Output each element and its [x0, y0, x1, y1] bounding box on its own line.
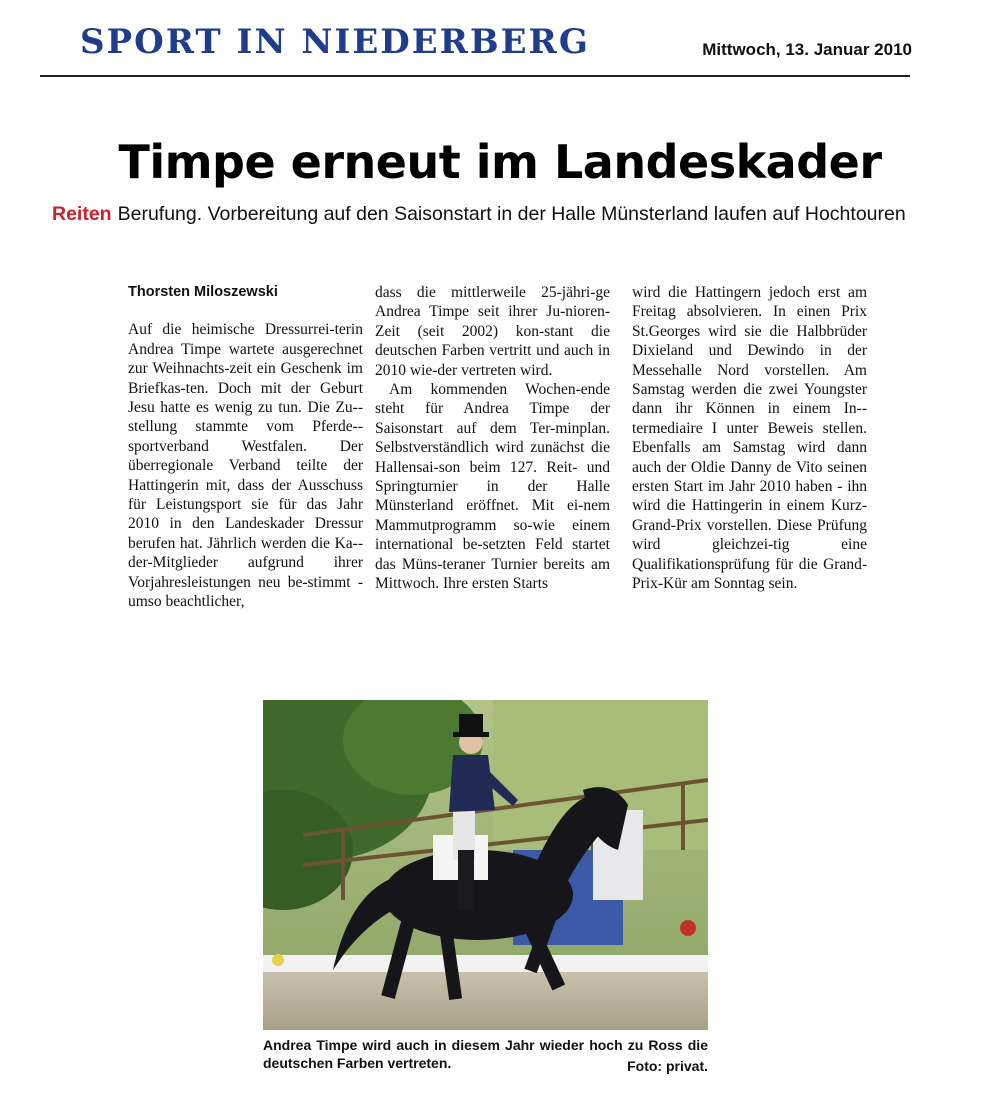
- article-column-1: [128, 283, 363, 612]
- headline: Timpe erneut im Landeskader: [118, 135, 882, 189]
- column-3-text: wird die Hattingern jedoch erst am Freitag absolvieren. In einen Prix St.Georges wird sie die Halbbrüder Dixieland und Dewindo in der Messehalle Nord vorstellen. Am Samstag werden die zwei Youngster dann ihr Können in einem In-termediaire I unter Beweis stellen. Ebenfalls am Samstag wird dann auch der Oldie Danny de Vito seinen ersten Start im Jahr 2010 haben - ihn wird die Hattingerin in einem Kurz-Grand-Prix vorstellen. Diese Prüfung wird gleichzei-tig eine Qualifikationsprüfung für die Grand-Prix-Kür am Sonntag sein.: [632, 284, 867, 593]
- masthead: SPORT IN NIEDERBERG: [80, 22, 590, 62]
- column-2-text-a: dass die mittlerweile 25-jähri-ge Andrea Timpe seit ihrer Ju-nioren-Zeit (seit 2002) kon-stant die deutschen Farben vertritt und auch in 2010 wie-der vertreten wird.: [375, 284, 610, 379]
- photo-credit: Foto: privat.: [627, 1058, 708, 1074]
- dressage-photo: [263, 700, 708, 1030]
- dressage-rider-illustration: [263, 700, 708, 1030]
- issue-date: Mittwoch, 13. Januar 2010: [702, 40, 912, 59]
- article-column-3: [632, 283, 867, 594]
- author-byline: Thorsten Miloszewski: [128, 284, 278, 300]
- article-column-2: [375, 283, 610, 594]
- photo-caption: Andrea Timpe wird auch in diesem Jahr wieder hoch zu Ross die deutschen Farben vertreten.: [263, 1037, 708, 1071]
- column-1-text: Auf die heimische Dressurrei-terin Andrea Timpe wartete ausgerechnet zur Weihnachts-zeit ein Geschenk im Briefkas-ten. Doch mit der Geburt Jesu hatte es wenig zu tun. Die Zu-stellung stammte vom Pferde-sportverband Westfalen. Der überregionale Verband teilte der Hattingerin mit, dass der Ausschuss für Leistungsport sie für das Jahr 2010 in den Landeskader Dressur berufen hat. Jährlich werden die Ka-der-Mitglieder aufgrund ihrer Vorjahresleistungen neu be-stimmt - umso beachtlicher,: [128, 321, 363, 611]
- header-rule: [40, 75, 910, 77]
- subline-text: Berufung. Vorbereitung auf den Saisonstart in der Halle Münsterland laufen auf Hochtouren: [117, 203, 906, 225]
- kicker-label: Reiten: [52, 203, 112, 225]
- subline: [52, 203, 992, 226]
- column-2-text-b: Am kommenden Wochen-ende steht für Andrea Timpe der Saisonstart auf dem Ter-minplan. Selbstverständlich wird zunächst die Hallensai-son beim 127. Reit- und Springturnier in der Halle Münsterland eröffnet. Mit ei-nem Mammutprogramm so-wie einem international be-setzten Feld startet das Müns-teraner Turnier bereits am Mittwoch. Ihre ersten Starts: [375, 381, 610, 593]
